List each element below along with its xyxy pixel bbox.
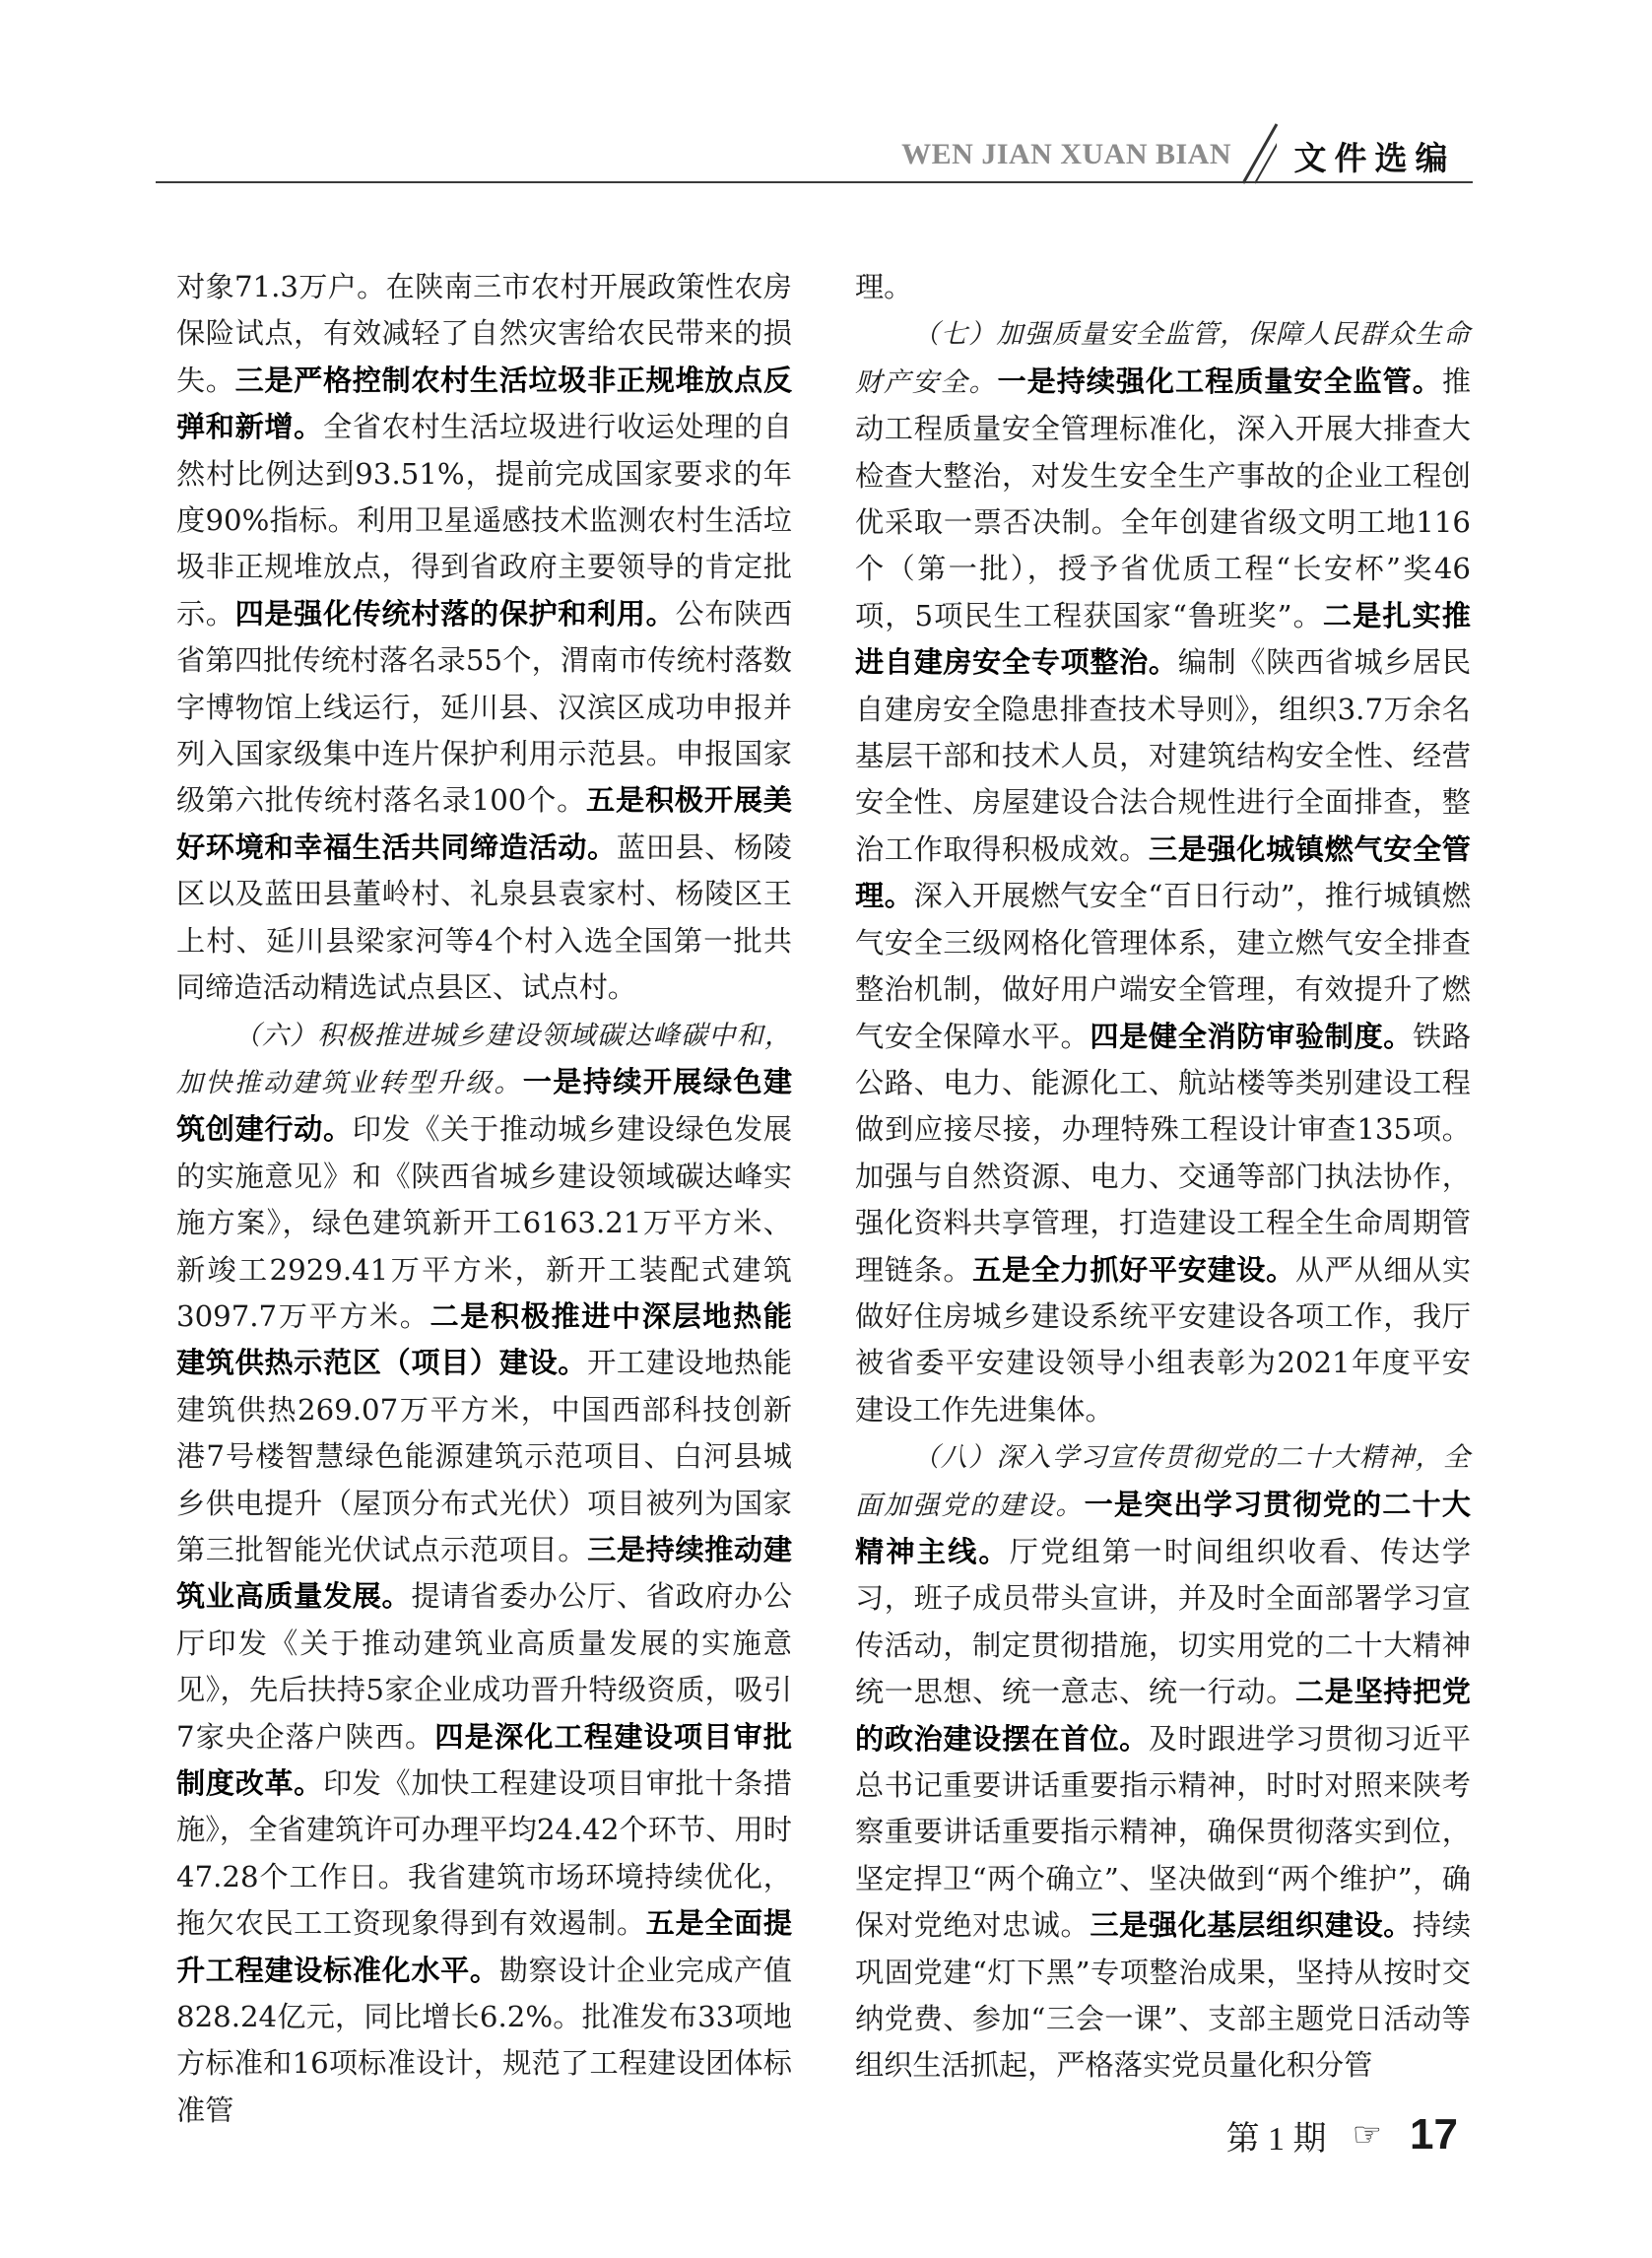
body-text: 铁路公路、电力、能源化工、航站楼等类别建设工程做到应接尽接，办理特殊工程设计审查135项。加强与自然资源、电力、交通等部门执法协作，强化资料共享管理，打造建设工程全生命周期管理链条。: [855, 1019, 1472, 1287]
bold-lead: 三是强化基层组织建设。: [1090, 1908, 1414, 1943]
body-text: 理。: [855, 270, 913, 303]
header-latin-title: WEN JIAN XUAN BIAN: [901, 138, 1231, 170]
bold-lead: 二是积极推进中深层地热能建筑供热示范区（项目）建设。: [176, 1298, 792, 1380]
body-text: 从严从细从实做好住房城乡建设系统平安建设各项工作，我厅被省委平安建设领导小组表彰为2021年度平安建设工作先进集体。: [855, 1252, 1472, 1427]
body-text: 全省农村生活垃圾进行收运处理的自然村比例达到93.51%，提前完成国家要求的年度90%指标。利用卫星遥感技术监测农村生活垃圾非正规堆放点，得到省政府主要领导的肯定批示。: [176, 410, 792, 631]
body-text: 厅党组第一时间组织收看、传达学习，班子成员带头宣讲，并及时全面部署学习宣传活动，制定贯彻措施，切实用党的二十大精神统一思想、统一意志、统一行动。: [855, 1534, 1472, 1709]
left-column: [176, 264, 792, 2134]
bold-lead: 二是扎实推进自建房安全专项整治。: [855, 598, 1471, 680]
right-column: [855, 264, 1471, 2090]
section-heading: （七）加强质量安全监管，保障人民群众生命财产安全。: [855, 319, 1471, 398]
bold-lead: 五是全力抓好平安建设。: [972, 1252, 1295, 1287]
body-text: 及时跟进学习贯彻习近平总书记重要讲话重要指示精神，时时对照来陕考察重要讲话重要指示精神，确保贯彻落实到位，坚定捍卫“两个确立”、坚决做到“两个维护”，确保对党绝对忠诚。: [855, 1721, 1471, 1943]
bold-lead: 二是坚持把党的政治建设摆在首位。: [855, 1675, 1471, 1756]
body-text: 持续巩固党建“灯下黑”专项整治成果，坚持从按时交纳党费、参加“三会一课”、支部主题党日活动等组织生活抓起，严格落实党员量化积分管: [855, 1908, 1472, 2083]
body-text: 印发《关于推动城乡建设绿色发展的实施意见》和《陕西省城乡建设领域碳达峰实施方案》，绿色建筑新开工6163.21万平方米、新竣工2929.41万平方米，新开工装配式建筑3097.7万平方米。: [176, 1112, 793, 1333]
page-number: 17: [1410, 2110, 1458, 2158]
body-text: 勘察设计企业完成产值828.24亿元，同比增长6.2%。批准发布33项地方标准和16项标准设计，规范了工程建设团体标准管: [176, 1953, 793, 2127]
pointing-hand-icon: ☞: [1352, 2115, 1383, 2155]
bold-lead: 四是强化传统村落的保护和利用。: [234, 596, 676, 631]
paragraph: [176, 1012, 792, 2135]
bold-lead: 一是持续开展绿色建筑创建行动。: [176, 1064, 793, 1147]
body-text: 对象71.3万户。在陕南三市农村开展政策性农房保险试点，有效减轻了自然灾害给农民带来的损失。: [176, 270, 792, 397]
header-slash-decoration: [1237, 120, 1281, 185]
section-heading: （六）积极推进城乡建设领域碳达峰碳中和，加快推动建筑业转型升级。: [176, 1020, 792, 1098]
issue-label: 第 1 期: [1225, 2120, 1327, 2158]
paragraph: [855, 264, 1471, 310]
body-text: 公布陕西省第四批传统村落名录55个，渭南市传统村落数字博物馆上线运行，延川县、汉滨区成功申报并列入国家级集中连片保护利用示范县。申报国家级第六批传统村落名录100个。: [176, 596, 793, 818]
bold-lead: 五是全面提升工程建设标准化水平。: [176, 1906, 793, 1987]
body-text: 开工建设地热能建筑供热269.07万平方米，中国西部科技创新港7号楼智慧绿色能源建筑示范项目、白河县城乡供电提升（屋顶分布式光伏）项目被列为国家第三批智能光伏试点示范项目。: [176, 1346, 793, 1566]
bold-lead: 四是健全消防审验制度。: [1090, 1019, 1414, 1053]
page-footer: [1133, 2105, 1458, 2164]
bold-lead: 四是深化工程建设项目审批制度改革。: [176, 1719, 793, 1800]
bold-lead: 一是突出学习贯彻党的二十大精神主线。: [855, 1487, 1471, 1568]
body-text: 深入开展燃气安全“百日行动”，推行城镇燃气安全三级网格化管理体系，建立燃气安全排查整治机制，做好用户端安全管理，有效提升了燃气安全保障水平。: [855, 879, 1472, 1053]
paragraph: [855, 1433, 1471, 2090]
body-text: 推动工程质量安全管理标准化，深入开展大排查大检查大整治，对发生安全生产事故的企业工程创优采取一票否决制。全年创建省级文明工地116个（第一批），授予省优质工程“长安杯”奖46项，5项民生工程获国家“鲁班奖”。: [855, 364, 1471, 632]
header-rule: [156, 181, 1473, 183]
body-text: 提请省委办公厅、省政府办公厅印发《关于推动建筑业高质量发展的实施意见》，先后扶持5家企业成功晋升特级资质，吸引7家央企落户陕西。: [176, 1579, 793, 1754]
bold-lead: 一是持续强化工程质量安全监管。: [997, 364, 1442, 398]
paragraph: [176, 264, 792, 1012]
bold-lead: 五是积极开展美好环境和幸福生活共同缔造活动。: [176, 783, 792, 864]
body-text: 印发《加快工程建设项目审批十条措施》，全省建筑许可办理平均24.42个环节、用时47.28个工作日。我省建筑市场环境持续优化，拖欠农民工工资现象得到有效遏制。: [176, 1766, 792, 1941]
bold-lead: 三是持续推动建筑业高质量发展。: [176, 1532, 793, 1614]
body-text: 蓝田县、杨陵区以及蓝田县董岭村、礼泉县袁家村、杨陵区王上村、延川县梁家河等4个村入选全国第一批共同缔造活动精选试点县区、试点村。: [176, 830, 792, 1005]
header-column-title: 文件选编: [1293, 138, 1456, 177]
bold-lead: 三是强化城镇燃气安全管理。: [855, 831, 1471, 913]
bold-lead: 三是严格控制农村生活垃圾非正规堆放点反弹和新增。: [176, 363, 793, 444]
paragraph: [855, 310, 1471, 1433]
body-text: 编制《陕西省城乡居民自建房安全隐患排查技术导则》，组织3.7万余名基层干部和技术人员，对建筑结构安全性、经营安全性、房屋建设合法合规性进行全面排查，整治工作取得积极成效。: [855, 645, 1472, 866]
header-column-title-box: [1277, 128, 1473, 183]
section-heading: （八）深入学习宣传贯彻党的二十大精神，全面加强党的建设。: [855, 1442, 1471, 1521]
